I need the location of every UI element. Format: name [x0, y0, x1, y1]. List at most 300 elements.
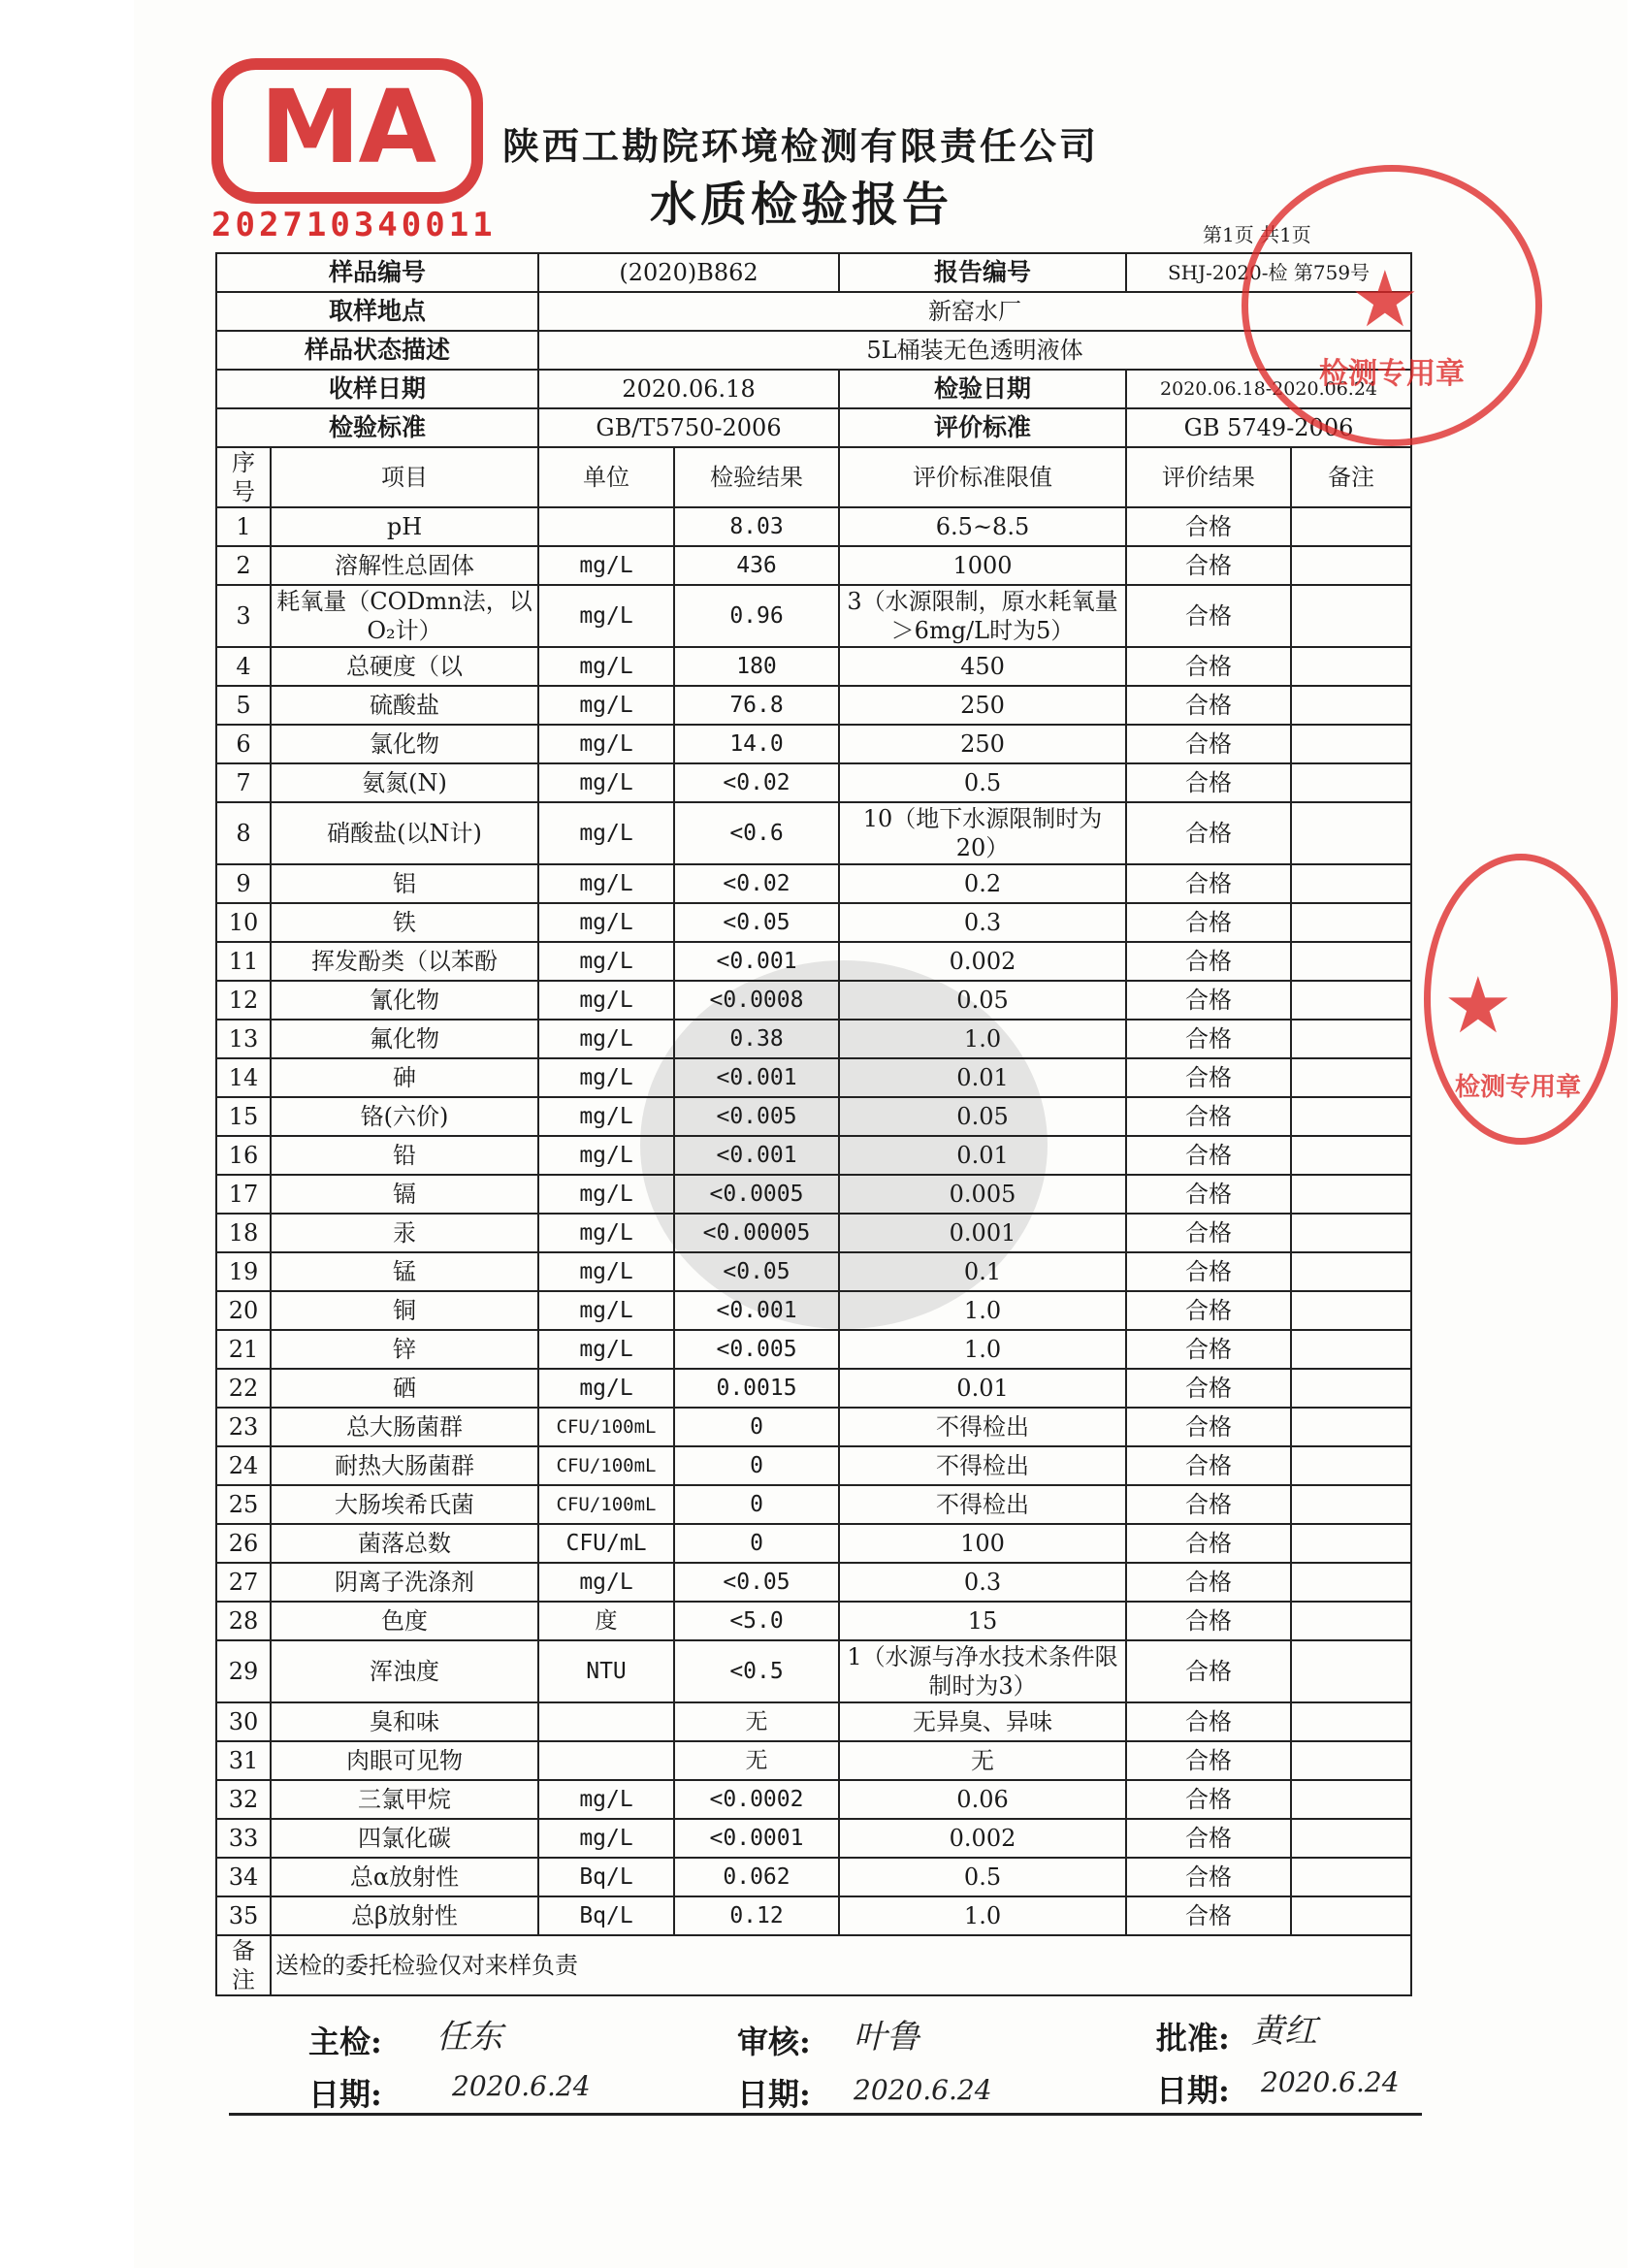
- row-unit: mg/L: [538, 1563, 674, 1602]
- row-eval: 合格: [1126, 1291, 1291, 1330]
- row-number: 7: [216, 763, 271, 802]
- row-limit: 0.002: [839, 1819, 1126, 1858]
- row-note: [1291, 1524, 1411, 1563]
- col-header: 单位: [538, 447, 674, 507]
- row-eval: 合格: [1126, 1408, 1291, 1446]
- inspector-date: 2020.6.24: [452, 2070, 591, 2102]
- row-item: 锰: [271, 1252, 538, 1291]
- row-note: [1291, 1858, 1411, 1896]
- table-row: [216, 1858, 1411, 1896]
- row-eval: 合格: [1126, 1563, 1291, 1602]
- row-number: 9: [216, 864, 271, 903]
- row-item: 溶解性总固体: [271, 546, 538, 585]
- row-number: 34: [216, 1858, 271, 1896]
- table-row: [216, 763, 1411, 802]
- row-unit: Bq/L: [538, 1858, 674, 1896]
- reviewer-label: 审核:: [737, 2024, 811, 2060]
- row-unit: mg/L: [538, 1780, 674, 1819]
- row-eval: 合格: [1126, 1058, 1291, 1097]
- row-note: [1291, 1020, 1411, 1058]
- row-unit: mg/L: [538, 1819, 674, 1858]
- receive-date-label: 收样日期: [216, 370, 538, 408]
- row-result: <0.02: [674, 864, 839, 903]
- table-row: [216, 1741, 1411, 1780]
- row-note: [1291, 1896, 1411, 1935]
- report-no-value: SHJ-2020-检 第759号: [1126, 253, 1411, 292]
- table-row: [216, 585, 1411, 647]
- row-note: [1291, 1408, 1411, 1446]
- row-unit: mg/L: [538, 1214, 674, 1252]
- row-limit: 0.5: [839, 763, 1126, 802]
- row-result: 0: [674, 1485, 839, 1524]
- row-limit: 1.0: [839, 1291, 1126, 1330]
- row-note: [1291, 1563, 1411, 1602]
- row-eval: 合格: [1126, 1214, 1291, 1252]
- column-header-row: [216, 447, 1411, 507]
- row-item: 镉: [271, 1175, 538, 1214]
- row-unit: mg/L: [538, 1175, 674, 1214]
- row-limit: 3（水源限制，原水耗氧量＞6mg/L时为5）: [839, 585, 1126, 647]
- row-item: 臭和味: [271, 1702, 538, 1741]
- row-result: <0.00005: [674, 1214, 839, 1252]
- row-note: [1291, 1369, 1411, 1408]
- row-note: [1291, 903, 1411, 942]
- row-result: <0.0008: [674, 981, 839, 1020]
- row-number: 19: [216, 1252, 271, 1291]
- remark-row: [216, 1935, 1411, 1995]
- table-row: [216, 1602, 1411, 1640]
- row-eval: 合格: [1126, 981, 1291, 1020]
- row-number: 30: [216, 1702, 271, 1741]
- row-limit: 1.0: [839, 1330, 1126, 1369]
- row-unit: mg/L: [538, 1252, 674, 1291]
- row-note: [1291, 1702, 1411, 1741]
- table-row: [216, 903, 1411, 942]
- row-item: 总α放射性: [271, 1858, 538, 1896]
- row-item: 色度: [271, 1602, 538, 1640]
- table-row: [216, 1408, 1411, 1446]
- row-limit: 1（水源与净水技术条件限制时为3）: [839, 1640, 1126, 1702]
- row-number: 11: [216, 942, 271, 981]
- row-result: <0.001: [674, 1291, 839, 1330]
- test-date-label: 检验日期: [839, 370, 1126, 408]
- row-result: 180: [674, 647, 839, 686]
- row-item: 总β放射性: [271, 1896, 538, 1935]
- row-item: 氯化物: [271, 725, 538, 763]
- table-row: [216, 1563, 1411, 1602]
- row-number: 21: [216, 1330, 271, 1369]
- row-unit: 度: [538, 1602, 674, 1640]
- table-row: [216, 1097, 1411, 1136]
- row-result: <0.001: [674, 1058, 839, 1097]
- row-unit: mg/L: [538, 864, 674, 903]
- row-unit: mg/L: [538, 1097, 674, 1136]
- row-limit: 1.0: [839, 1896, 1126, 1935]
- row-result: <0.0005: [674, 1175, 839, 1214]
- row-result: <0.001: [674, 942, 839, 981]
- row-note: [1291, 763, 1411, 802]
- row-note: [1291, 1330, 1411, 1369]
- row-note: [1291, 1485, 1411, 1524]
- eval-standard-label: 评价标准: [839, 408, 1126, 447]
- row-limit: 6.5~8.5: [839, 507, 1126, 546]
- row-number: 22: [216, 1369, 271, 1408]
- reviewer-date-label: 日期:: [737, 2076, 811, 2113]
- row-number: 16: [216, 1136, 271, 1175]
- row-result: 14.0: [674, 725, 839, 763]
- reviewer-signature: 叶鲁: [854, 2018, 919, 2057]
- row-item: 肉眼可见物: [271, 1741, 538, 1780]
- row-number: 15: [216, 1097, 271, 1136]
- report-title: 水质检验报告: [650, 178, 953, 232]
- row-item: 总硬度（以: [271, 647, 538, 686]
- test-date-value: 2020.06.18-2020.06.24: [1126, 370, 1411, 408]
- receive-date-value: 2020.06.18: [538, 370, 839, 408]
- row-eval: 合格: [1126, 1097, 1291, 1136]
- row-unit: mg/L: [538, 686, 674, 725]
- col-header: 备注: [1291, 447, 1411, 507]
- row-note: [1291, 1640, 1411, 1702]
- info-row-1: [216, 253, 1411, 292]
- table-row: [216, 1291, 1411, 1330]
- row-note: [1291, 1175, 1411, 1214]
- row-number: 12: [216, 981, 271, 1020]
- cma-mark: MA: [211, 58, 483, 204]
- row-limit: 0.01: [839, 1058, 1126, 1097]
- row-result: <0.005: [674, 1330, 839, 1369]
- row-number: 24: [216, 1446, 271, 1485]
- row-item: 总大肠菌群: [271, 1408, 538, 1446]
- row-number: 33: [216, 1819, 271, 1858]
- approver-date: 2020.6.24: [1261, 2066, 1400, 2098]
- row-unit: mg/L: [538, 725, 674, 763]
- table-row: [216, 1485, 1411, 1524]
- col-header: 检验结果: [674, 447, 839, 507]
- col-header: 评价标准限值: [839, 447, 1126, 507]
- row-number: 32: [216, 1780, 271, 1819]
- row-item: 三氯甲烷: [271, 1780, 538, 1819]
- row-item: 铜: [271, 1291, 538, 1330]
- row-eval: 合格: [1126, 647, 1291, 686]
- row-limit: 0.2: [839, 864, 1126, 903]
- row-limit: 不得检出: [839, 1485, 1126, 1524]
- row-number: 1: [216, 507, 271, 546]
- approver-date-label: 日期:: [1156, 2072, 1230, 2109]
- row-number: 2: [216, 546, 271, 585]
- row-unit: NTU: [538, 1640, 674, 1702]
- row-note: [1291, 546, 1411, 585]
- table-row: [216, 942, 1411, 981]
- table-row: [216, 1524, 1411, 1563]
- company-name: 陕西工勘院环境检测有限责任公司: [502, 124, 1100, 168]
- table-row: [216, 1214, 1411, 1252]
- row-eval: 合格: [1126, 1175, 1291, 1214]
- row-number: 23: [216, 1408, 271, 1446]
- inspector-signature: 任东: [436, 2018, 502, 2057]
- row-limit: 0.002: [839, 942, 1126, 981]
- row-result: <0.5: [674, 1640, 839, 1702]
- row-item: 锌: [271, 1330, 538, 1369]
- row-unit: mg/L: [538, 585, 674, 647]
- row-number: 13: [216, 1020, 271, 1058]
- row-unit: mg/L: [538, 1020, 674, 1058]
- info-row-2: [216, 292, 1411, 331]
- row-note: [1291, 1819, 1411, 1858]
- row-limit: 100: [839, 1524, 1126, 1563]
- row-unit: mg/L: [538, 942, 674, 981]
- row-result: <0.6: [674, 802, 839, 864]
- row-item: 硝酸盐(以N计): [271, 802, 538, 864]
- row-unit: CFU/100mL: [538, 1408, 674, 1446]
- row-item: 氰化物: [271, 981, 538, 1020]
- row-result: <0.02: [674, 763, 839, 802]
- row-item: 阴离子洗涤剂: [271, 1563, 538, 1602]
- row-unit: [538, 507, 674, 546]
- row-result: <0.05: [674, 1252, 839, 1291]
- row-unit: mg/L: [538, 1291, 674, 1330]
- row-note: [1291, 864, 1411, 903]
- row-eval: 合格: [1126, 763, 1291, 802]
- row-item: 菌落总数: [271, 1524, 538, 1563]
- row-unit: mg/L: [538, 546, 674, 585]
- row-item: 硫酸盐: [271, 686, 538, 725]
- standard-label: 检验标准: [216, 408, 538, 447]
- row-number: 27: [216, 1563, 271, 1602]
- row-limit: 0.01: [839, 1369, 1126, 1408]
- sample-no-value: (2020)B862: [538, 253, 839, 292]
- row-eval: 合格: [1126, 1602, 1291, 1640]
- signature-divider: [229, 2113, 1422, 2116]
- row-note: [1291, 1602, 1411, 1640]
- row-item: 挥发酚类（以苯酚: [271, 942, 538, 981]
- row-limit: 0.001: [839, 1214, 1126, 1252]
- row-result: <0.05: [674, 903, 839, 942]
- table-row: [216, 1252, 1411, 1291]
- row-limit: 无: [839, 1741, 1126, 1780]
- table-row: [216, 802, 1411, 864]
- state-value: 5L桶装无色透明液体: [538, 331, 1411, 370]
- row-eval: 合格: [1126, 1252, 1291, 1291]
- row-note: [1291, 942, 1411, 981]
- standard-value: GB/T5750-2006: [538, 408, 839, 447]
- row-item: 氟化物: [271, 1020, 538, 1058]
- table-row: [216, 1702, 1411, 1741]
- row-limit: 无异臭、异味: [839, 1702, 1126, 1741]
- row-unit: Bq/L: [538, 1896, 674, 1935]
- row-limit: 450: [839, 647, 1126, 686]
- table-row: [216, 1369, 1411, 1408]
- row-number: 28: [216, 1602, 271, 1640]
- report-no-label: 报告编号: [839, 253, 1126, 292]
- row-number: 25: [216, 1485, 271, 1524]
- table-row: [216, 725, 1411, 763]
- table-row: [216, 1640, 1411, 1702]
- remark-label: 备注: [216, 1935, 271, 1995]
- table-row: [216, 1020, 1411, 1058]
- row-item: 硒: [271, 1369, 538, 1408]
- col-header: 评价结果: [1126, 447, 1291, 507]
- row-number: 14: [216, 1058, 271, 1097]
- row-result: 8.03: [674, 507, 839, 546]
- table-row: [216, 546, 1411, 585]
- row-note: [1291, 1780, 1411, 1819]
- row-note: [1291, 981, 1411, 1020]
- row-number: 8: [216, 802, 271, 864]
- location-value: 新窑水厂: [538, 292, 1411, 331]
- row-eval: 合格: [1126, 903, 1291, 942]
- row-number: 26: [216, 1524, 271, 1563]
- row-number: 35: [216, 1896, 271, 1935]
- row-limit: 0.3: [839, 1563, 1126, 1602]
- eval-standard-value: GB 5749-2006: [1126, 408, 1411, 447]
- table-row: [216, 981, 1411, 1020]
- row-item: 大肠埃希氏菌: [271, 1485, 538, 1524]
- row-eval: 合格: [1126, 1020, 1291, 1058]
- row-unit: mg/L: [538, 1330, 674, 1369]
- seal-star-icon: ★: [1350, 254, 1420, 344]
- row-limit: 0.3: [839, 903, 1126, 942]
- row-unit: CFU/mL: [538, 1524, 674, 1563]
- row-unit: mg/L: [538, 1369, 674, 1408]
- row-item: pH: [271, 507, 538, 546]
- row-unit: CFU/100mL: [538, 1485, 674, 1524]
- row-note: [1291, 585, 1411, 647]
- reviewer-date: 2020.6.24: [854, 2074, 992, 2106]
- row-result: 436: [674, 546, 839, 585]
- inspector-label: 主检:: [308, 2024, 382, 2060]
- table-row: [216, 1330, 1411, 1369]
- row-limit: 15: [839, 1602, 1126, 1640]
- table-row: [216, 1136, 1411, 1175]
- row-result: 0.0015: [674, 1369, 839, 1408]
- approver-label: 批准:: [1156, 2020, 1230, 2057]
- row-result: 0.38: [674, 1020, 839, 1058]
- row-item: 浑浊度: [271, 1640, 538, 1702]
- row-note: [1291, 1136, 1411, 1175]
- table-row: [216, 1780, 1411, 1819]
- row-number: 20: [216, 1291, 271, 1330]
- table-row: [216, 1819, 1411, 1858]
- row-note: [1291, 507, 1411, 546]
- row-eval: 合格: [1126, 1858, 1291, 1896]
- row-number: 10: [216, 903, 271, 942]
- seal-star-icon: ★: [1443, 960, 1513, 1051]
- row-unit: mg/L: [538, 763, 674, 802]
- row-note: [1291, 1291, 1411, 1330]
- row-limit: 0.005: [839, 1175, 1126, 1214]
- row-result: 无: [674, 1702, 839, 1741]
- row-number: 4: [216, 647, 271, 686]
- row-unit: mg/L: [538, 802, 674, 864]
- row-result: 0.96: [674, 585, 839, 647]
- row-note: [1291, 1252, 1411, 1291]
- row-number: 6: [216, 725, 271, 763]
- row-result: 无: [674, 1741, 839, 1780]
- row-note: [1291, 802, 1411, 864]
- row-eval: 合格: [1126, 1702, 1291, 1741]
- row-limit: 0.5: [839, 1858, 1126, 1896]
- info-row-3: [216, 331, 1411, 370]
- row-eval: 合格: [1126, 864, 1291, 903]
- row-note: [1291, 1058, 1411, 1097]
- row-result: 76.8: [674, 686, 839, 725]
- row-unit: CFU/100mL: [538, 1446, 674, 1485]
- row-limit: 250: [839, 725, 1126, 763]
- cma-stamp: [211, 58, 502, 204]
- row-unit: [538, 1702, 674, 1741]
- col-header: 项目: [271, 447, 538, 507]
- seal-text-top: 检测专用章: [1319, 357, 1465, 391]
- row-eval: 合格: [1126, 1446, 1291, 1485]
- info-row-4: [216, 370, 1411, 408]
- table-row: [216, 864, 1411, 903]
- row-item: 汞: [271, 1214, 538, 1252]
- approver-signature: 黄红: [1251, 2012, 1317, 2051]
- row-limit: 0.05: [839, 1097, 1126, 1136]
- row-limit: 0.06: [839, 1780, 1126, 1819]
- row-note: [1291, 1097, 1411, 1136]
- row-eval: 合格: [1126, 686, 1291, 725]
- row-note: [1291, 1446, 1411, 1485]
- row-item: 砷: [271, 1058, 538, 1097]
- table-row: [216, 1896, 1411, 1935]
- row-eval: 合格: [1126, 1485, 1291, 1524]
- row-result: 0: [674, 1524, 839, 1563]
- info-row-5: [216, 408, 1411, 447]
- row-unit: mg/L: [538, 647, 674, 686]
- row-eval: 合格: [1126, 942, 1291, 981]
- state-label: 样品状态描述: [216, 331, 538, 370]
- cma-number: 202710340011: [211, 206, 497, 244]
- row-unit: mg/L: [538, 1058, 674, 1097]
- row-item: 铬(六价): [271, 1097, 538, 1136]
- row-number: 31: [216, 1741, 271, 1780]
- row-result: 0: [674, 1446, 839, 1485]
- remark-text: 送检的委托检验仅对来样负责: [271, 1935, 1411, 1995]
- row-limit: 不得检出: [839, 1408, 1126, 1446]
- row-limit: 0.1: [839, 1252, 1126, 1291]
- row-note: [1291, 686, 1411, 725]
- report-table: [215, 252, 1412, 1996]
- row-result: 0.062: [674, 1858, 839, 1896]
- row-item: 铅: [271, 1136, 538, 1175]
- row-unit: mg/L: [538, 981, 674, 1020]
- row-item: 铝: [271, 864, 538, 903]
- col-header: 序号: [216, 447, 271, 507]
- row-eval: 合格: [1126, 1819, 1291, 1858]
- row-number: 17: [216, 1175, 271, 1214]
- row-limit: 1.0: [839, 1020, 1126, 1058]
- row-item: 四氯化碳: [271, 1819, 538, 1858]
- table-row: [216, 647, 1411, 686]
- row-eval: 合格: [1126, 1741, 1291, 1780]
- table-row: [216, 1175, 1411, 1214]
- row-result: <0.0002: [674, 1780, 839, 1819]
- row-item: 耗氧量（CODmn法，以O₂计）: [271, 585, 538, 647]
- table-row: [216, 1058, 1411, 1097]
- row-limit: 不得检出: [839, 1446, 1126, 1485]
- row-unit: mg/L: [538, 903, 674, 942]
- row-number: 3: [216, 585, 271, 647]
- row-limit: 0.01: [839, 1136, 1126, 1175]
- table-row: [216, 1446, 1411, 1485]
- row-result: <0.005: [674, 1097, 839, 1136]
- row-result: 0.12: [674, 1896, 839, 1935]
- table-row: [216, 507, 1411, 546]
- row-eval: 合格: [1126, 546, 1291, 585]
- row-result: <5.0: [674, 1602, 839, 1640]
- row-eval: 合格: [1126, 1640, 1291, 1702]
